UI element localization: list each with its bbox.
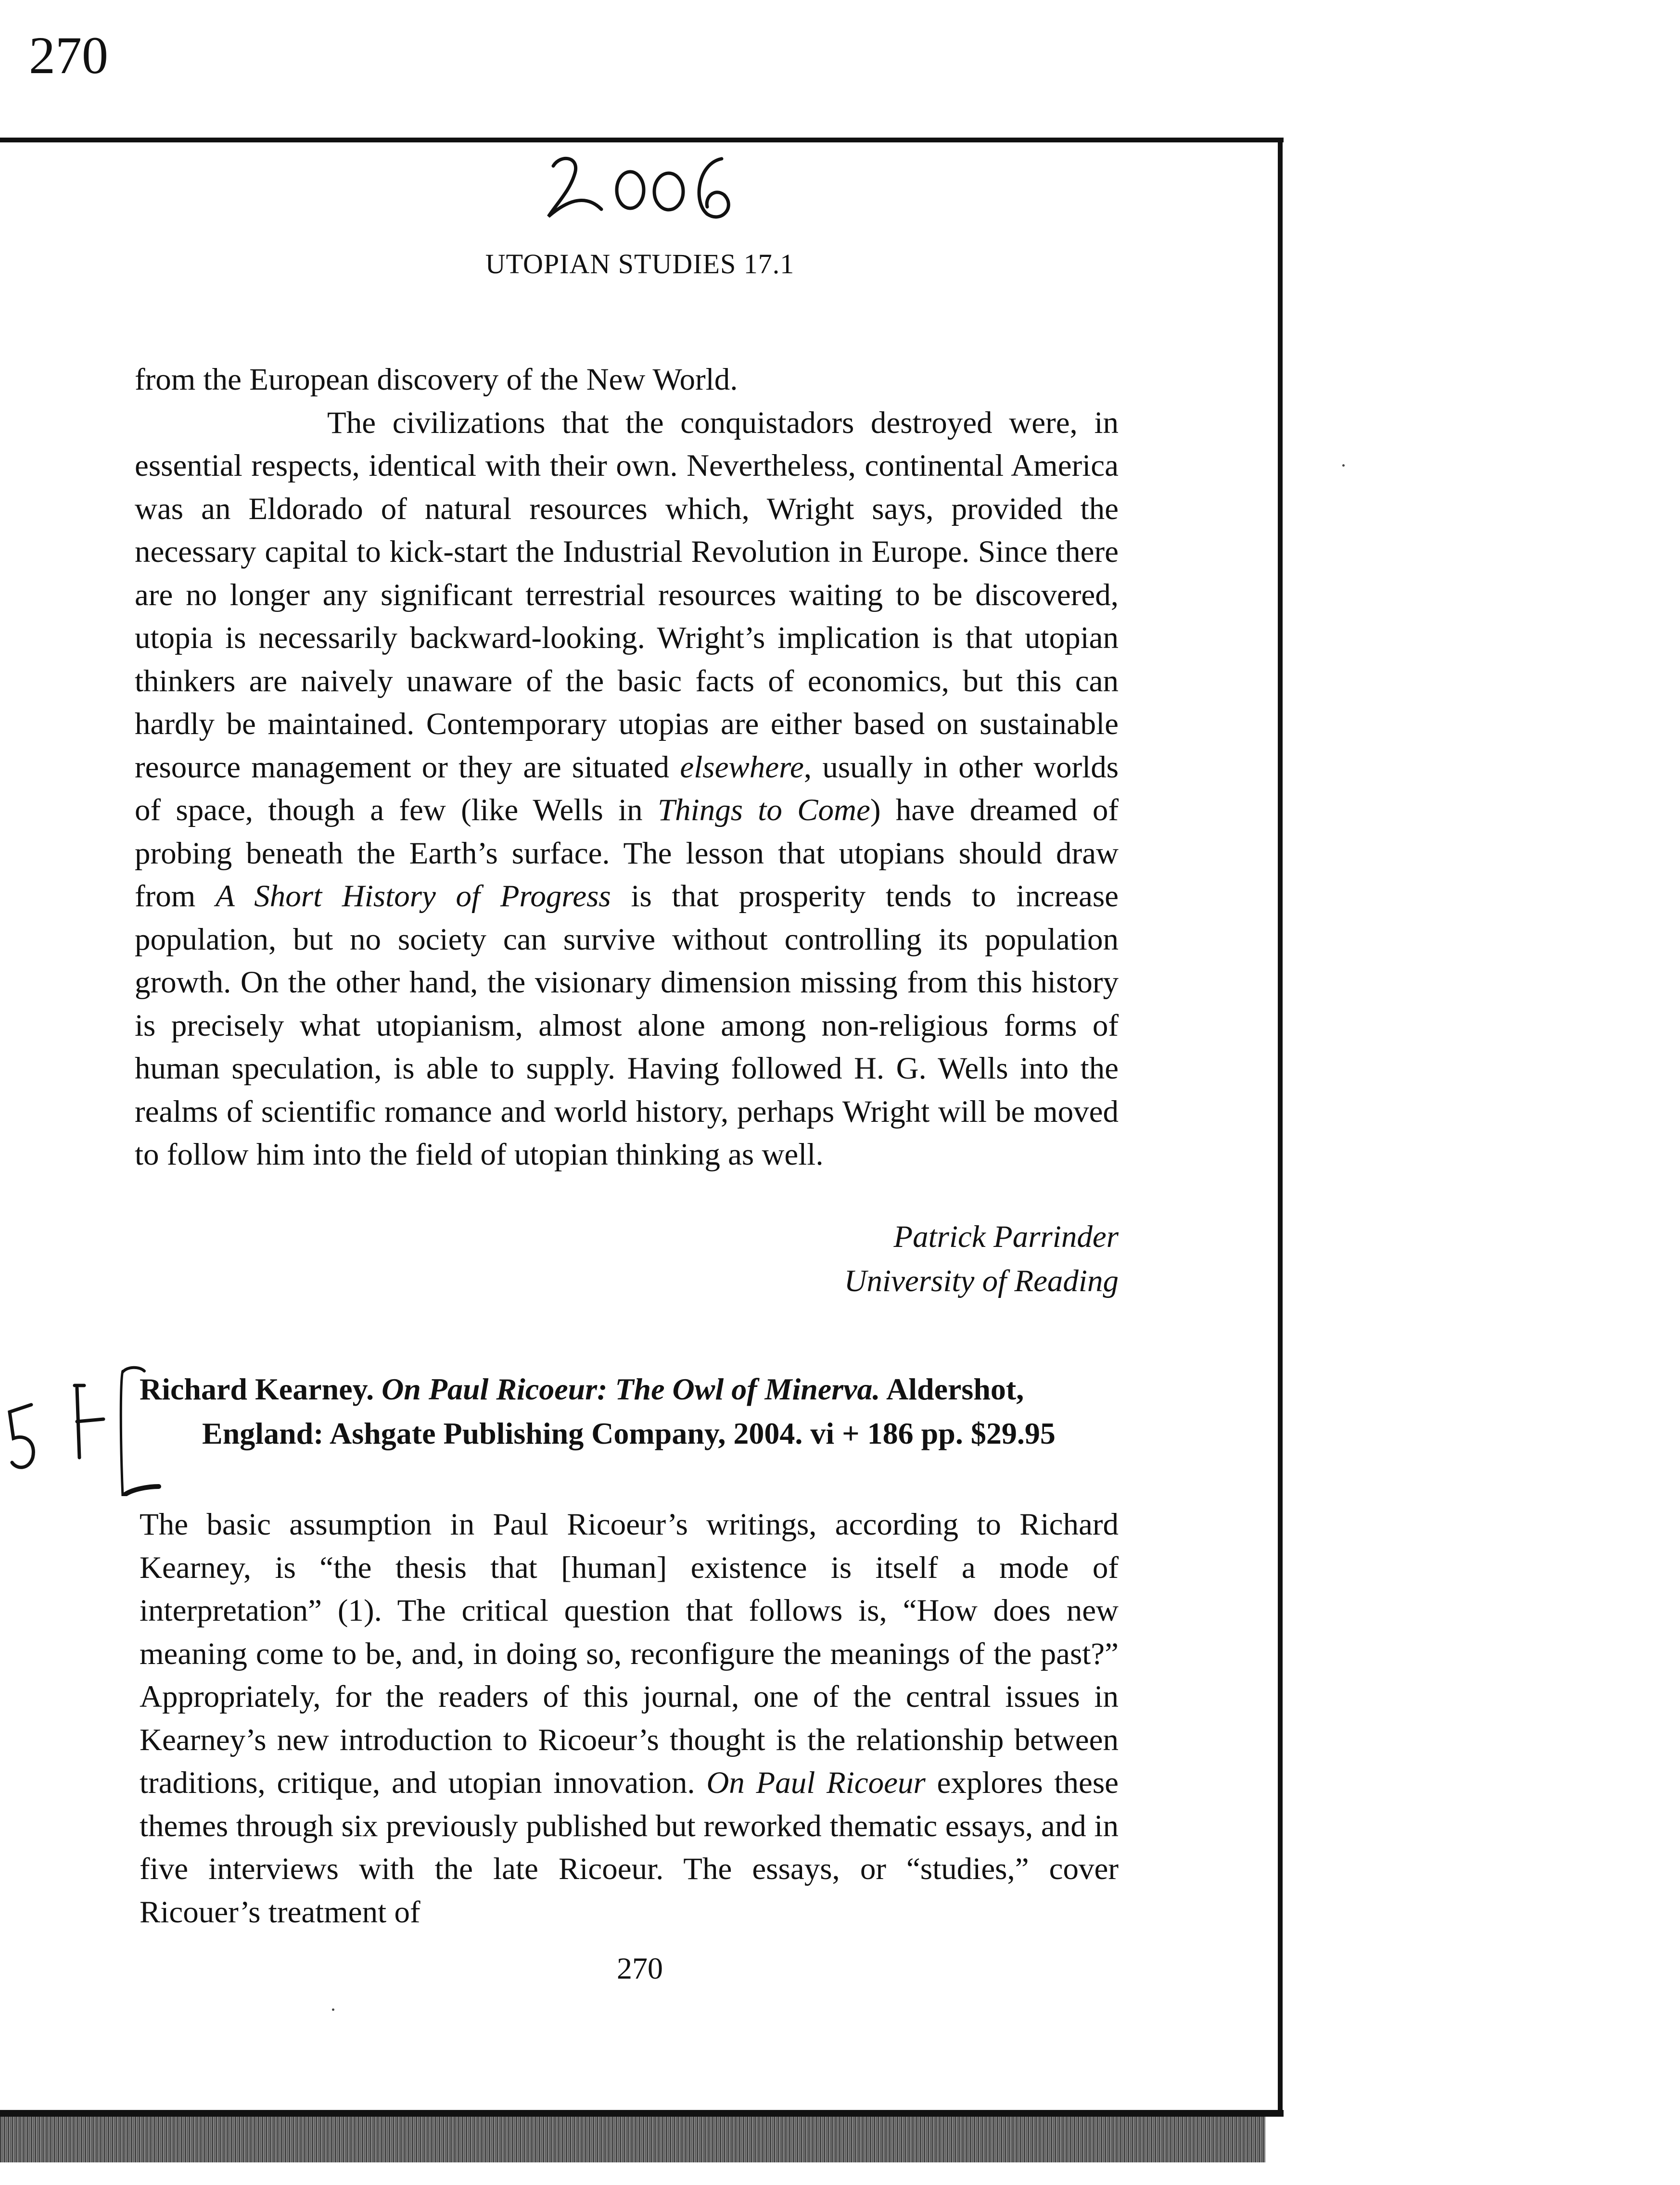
review-1-body <box>135 358 1119 1177</box>
text-segment: is that prosperity tends to increase population, but no society can survive without controlling its population growth. On the other hand, the visionary dimension missing from this history is precisely what utopianism, almost alone among non-religious forms of human speculation, is able to supply. Having followed H. G. Wells into the realms of scientific romance and world history, perhaps Wright will be moved to follow him into the field of utopian thinking as well. <box>135 879 1119 1172</box>
book-author: Richard Kearney. <box>140 1372 374 1406</box>
italic-title-segment: elsewhere <box>680 750 804 785</box>
page-frame-bottom-border <box>0 2110 1284 2117</box>
book-title: On Paul Ricoeur: The Owl of Minerva. <box>382 1372 880 1406</box>
italic-title-segment: Things to Come <box>657 793 870 827</box>
italic-title-segment: A Short History of Progress <box>216 879 611 914</box>
text-segment: The basic assumption in Paul Ricoeur’s writings, according to Richard Kearney, is “the thesis that [human] existence is itself a mode of interpretation” (1). The critical question that follows is, “How does new meaning come to be, and, in doing so, reconfigure the meanings of the past?” Appropriately, for the readers of this journal, one of the central issues in Kearney’s new introduction to Ricoeur’s thought is the relationship between traditions, critique, and utopian innovation. <box>140 1507 1119 1800</box>
italic-title-segment: On Paul Ricoeur <box>706 1766 926 1800</box>
review-2-paragraph-1 <box>140 1503 1119 1934</box>
review-2-bibliographic-heading <box>140 1367 1121 1456</box>
text-segment: ) have dreamed of probing beneath the Earth’s surface. The lesson that utopians should draw from <box>135 793 1119 914</box>
reviewer-affiliation: University of Reading <box>844 1264 1119 1298</box>
review-1-paragraph-2 <box>135 402 1119 1177</box>
review-2-body <box>140 1503 1119 1934</box>
scan-speck <box>332 2008 334 2011</box>
reviewer-name: Patrick Parrinder <box>893 1220 1119 1254</box>
scan-edge-shadow <box>0 2117 1265 2162</box>
scan-speck <box>1342 464 1345 467</box>
corner-page-number: 270 <box>29 26 108 85</box>
heading-line-1 <box>140 1367 1121 1411</box>
footer-page-number: 270 <box>617 1951 663 1985</box>
review-1-signature <box>577 1215 1119 1303</box>
page-frame-top-border <box>0 138 1284 142</box>
text-segment: , usually in other worlds of space, though a few (like Wells in <box>135 750 1119 827</box>
text-segment: from the European discovery of the New World. <box>135 362 738 397</box>
handwritten-year-annotation <box>539 144 770 226</box>
text-segment: The civilizations that the conquistadors destroyed were, in essential respects, identical with their own. Nevertheless, continental America was an Eldorado of natural resources which, Wright says, provided the necessary capital to kick-start the Industrial Revolution in Europe. Since there are no longer any significant terrestrial resources waiting to be discovered, utopia is necessarily backward-looking. Wright’s implication is that utopian thinkers are naively unaware of the basic facts of economics, but this can hardly be maintained. Contemporary utopias are either based on sustainable resource management or they are situated <box>135 405 1119 785</box>
publication-place: Aldershot, <box>886 1372 1024 1406</box>
running-head: UTOPIAN STUDIES 17.1 <box>485 248 795 279</box>
text-segment: explores these themes through six previously published but reworked thematic essays, and in five interviews with the late Ricoeur. The essays, or “studies,” cover Ricouer’s treatment of <box>140 1766 1119 1930</box>
page-frame-right-border <box>1278 138 1283 2115</box>
heading-line-2: England: Ashgate Publishing Company, 2004. vi + 186 pp. $29.95 <box>202 1416 1056 1450</box>
review-1-paragraph-1 <box>135 358 1119 402</box>
